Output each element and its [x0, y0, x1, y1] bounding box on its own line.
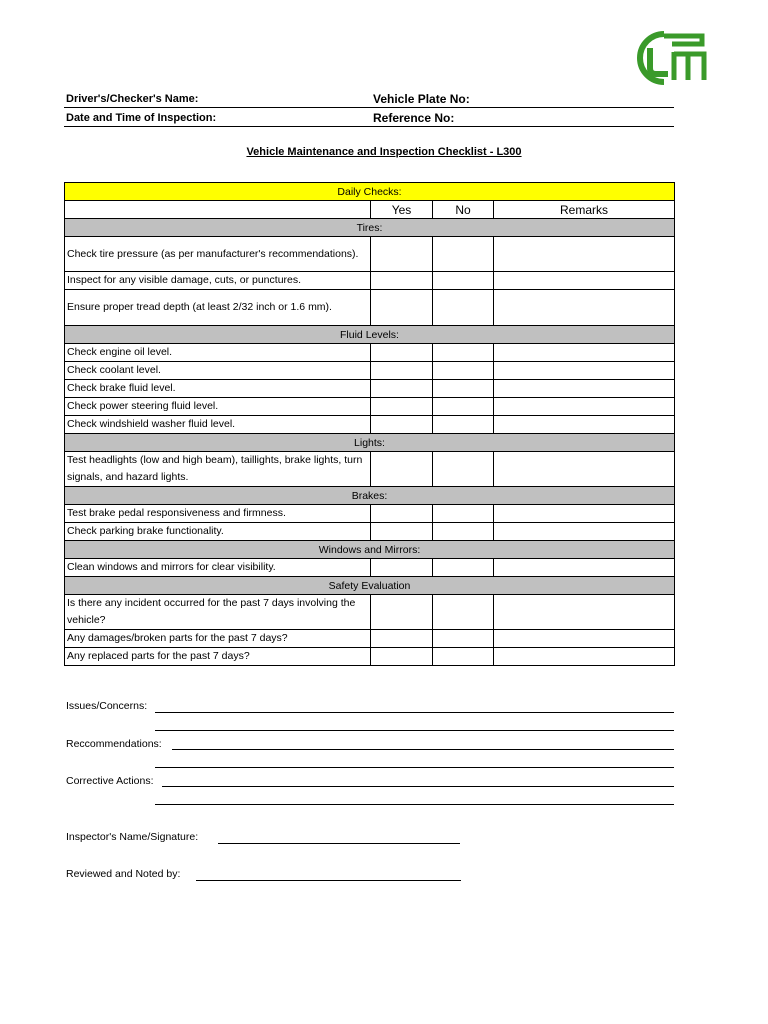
recommendations-line-2[interactable] — [155, 767, 674, 768]
yes-checkbox-cell[interactable] — [371, 344, 433, 362]
company-logo — [624, 30, 708, 86]
remarks-cell[interactable] — [494, 237, 675, 272]
remarks-column-header: Remarks — [494, 201, 675, 219]
yes-checkbox-cell[interactable] — [371, 380, 433, 398]
yes-checkbox-cell[interactable] — [371, 362, 433, 380]
yes-checkbox-cell[interactable] — [371, 559, 433, 577]
corrective-line-1[interactable] — [162, 786, 674, 787]
check-item-label: Check power steering fluid level. — [65, 398, 371, 416]
yes-checkbox-cell[interactable] — [371, 398, 433, 416]
check-item-label: Check windshield washer fluid level. — [65, 416, 371, 434]
section-header: Brakes: — [65, 487, 675, 505]
remarks-cell[interactable] — [494, 559, 675, 577]
check-item-label: Clean windows and mirrors for clear visibility. — [65, 559, 371, 577]
issues-label: Issues/Concerns: — [66, 700, 148, 712]
no-checkbox-cell[interactable] — [433, 505, 494, 523]
reference-no-label: Reference No: — [373, 111, 455, 125]
issues-line-1[interactable] — [155, 712, 674, 713]
inspection-checklist-table — [64, 182, 675, 666]
check-item-label: Inspect for any visible damage, cuts, or punctures. — [65, 272, 371, 290]
section-header: Safety Evaluation — [65, 577, 675, 595]
remarks-cell[interactable] — [494, 595, 675, 630]
reviewed-by-label: Reviewed and Noted by: — [66, 868, 181, 880]
section-header: Tires: — [65, 219, 675, 237]
yes-checkbox-cell[interactable] — [371, 523, 433, 541]
yes-checkbox-cell[interactable] — [371, 290, 433, 326]
remarks-cell[interactable] — [494, 523, 675, 541]
no-column-header: No — [433, 201, 494, 219]
corrective-actions-label: Corrective Actions: — [66, 775, 154, 787]
issues-line-2[interactable] — [155, 730, 674, 731]
no-checkbox-cell[interactable] — [433, 595, 494, 630]
yes-checkbox-cell[interactable] — [371, 505, 433, 523]
no-checkbox-cell[interactable] — [433, 362, 494, 380]
remarks-cell[interactable] — [494, 344, 675, 362]
yes-checkbox-cell[interactable] — [371, 272, 433, 290]
no-checkbox-cell[interactable] — [433, 416, 494, 434]
check-item-label: Test headlights (low and high beam), taillights, brake lights, turn signals, and hazard lights. — [65, 452, 371, 487]
no-checkbox-cell[interactable] — [433, 237, 494, 272]
no-checkbox-cell[interactable] — [433, 630, 494, 648]
remarks-cell[interactable] — [494, 648, 675, 666]
remarks-cell[interactable] — [494, 416, 675, 434]
check-item-label: Check parking brake functionality. — [65, 523, 371, 541]
yes-checkbox-cell[interactable] — [371, 416, 433, 434]
check-item-label: Any damages/broken parts for the past 7 days? — [65, 630, 371, 648]
yes-checkbox-cell[interactable] — [371, 452, 433, 487]
check-item-label: Ensure proper tread depth (at least 2/32 inch or 1.6 mm). — [65, 290, 371, 326]
item-column-header — [65, 201, 371, 219]
check-item-label: Check coolant level. — [65, 362, 371, 380]
remarks-cell[interactable] — [494, 505, 675, 523]
yes-checkbox-cell[interactable] — [371, 595, 433, 630]
driver-name-label: Driver's/Checker's Name: — [66, 93, 199, 105]
check-item-label: Test brake pedal responsiveness and firmness. — [65, 505, 371, 523]
no-checkbox-cell[interactable] — [433, 648, 494, 666]
section-header: Lights: — [65, 434, 675, 452]
remarks-cell[interactable] — [494, 272, 675, 290]
header-row-1 — [64, 88, 674, 108]
recommendations-label: Reccommendations: — [66, 738, 162, 750]
section-header: Windows and Mirrors: — [65, 541, 675, 559]
no-checkbox-cell[interactable] — [433, 290, 494, 326]
check-item-label: Check tire pressure (as per manufacturer's recommendations). — [65, 237, 371, 272]
yes-checkbox-cell[interactable] — [371, 648, 433, 666]
remarks-cell[interactable] — [494, 630, 675, 648]
no-checkbox-cell[interactable] — [433, 452, 494, 487]
no-checkbox-cell[interactable] — [433, 559, 494, 577]
corrective-line-2[interactable] — [155, 804, 674, 805]
remarks-cell[interactable] — [494, 452, 675, 487]
check-item-label: Check engine oil level. — [65, 344, 371, 362]
remarks-cell[interactable] — [494, 398, 675, 416]
check-item-label: Any replaced parts for the past 7 days? — [65, 648, 371, 666]
header-row-2 — [64, 107, 674, 127]
recommendations-line-1[interactable] — [172, 749, 674, 750]
plate-no-label: Vehicle Plate No: — [373, 92, 470, 106]
yes-column-header: Yes — [371, 201, 433, 219]
yes-checkbox-cell[interactable] — [371, 237, 433, 272]
check-item-label: Check brake fluid level. — [65, 380, 371, 398]
check-item-label: Is there any incident occurred for the past 7 days involving the vehicle? — [65, 595, 371, 630]
remarks-cell[interactable] — [494, 362, 675, 380]
no-checkbox-cell[interactable] — [433, 523, 494, 541]
inspector-signature-label: Inspector's Name/Signature: — [66, 831, 199, 843]
remarks-cell[interactable] — [494, 290, 675, 326]
section-header: Fluid Levels: — [65, 326, 675, 344]
no-checkbox-cell[interactable] — [433, 344, 494, 362]
inspector-signature-line[interactable] — [218, 843, 460, 844]
reviewed-by-line[interactable] — [196, 880, 461, 881]
date-time-label: Date and Time of Inspection: — [66, 112, 217, 124]
no-checkbox-cell[interactable] — [433, 272, 494, 290]
page-title: Vehicle Maintenance and Inspection Checklist - L300 — [246, 146, 522, 158]
yes-checkbox-cell[interactable] — [371, 630, 433, 648]
daily-checks-header: Daily Checks: — [65, 183, 675, 201]
no-checkbox-cell[interactable] — [433, 398, 494, 416]
remarks-cell[interactable] — [494, 380, 675, 398]
no-checkbox-cell[interactable] — [433, 380, 494, 398]
